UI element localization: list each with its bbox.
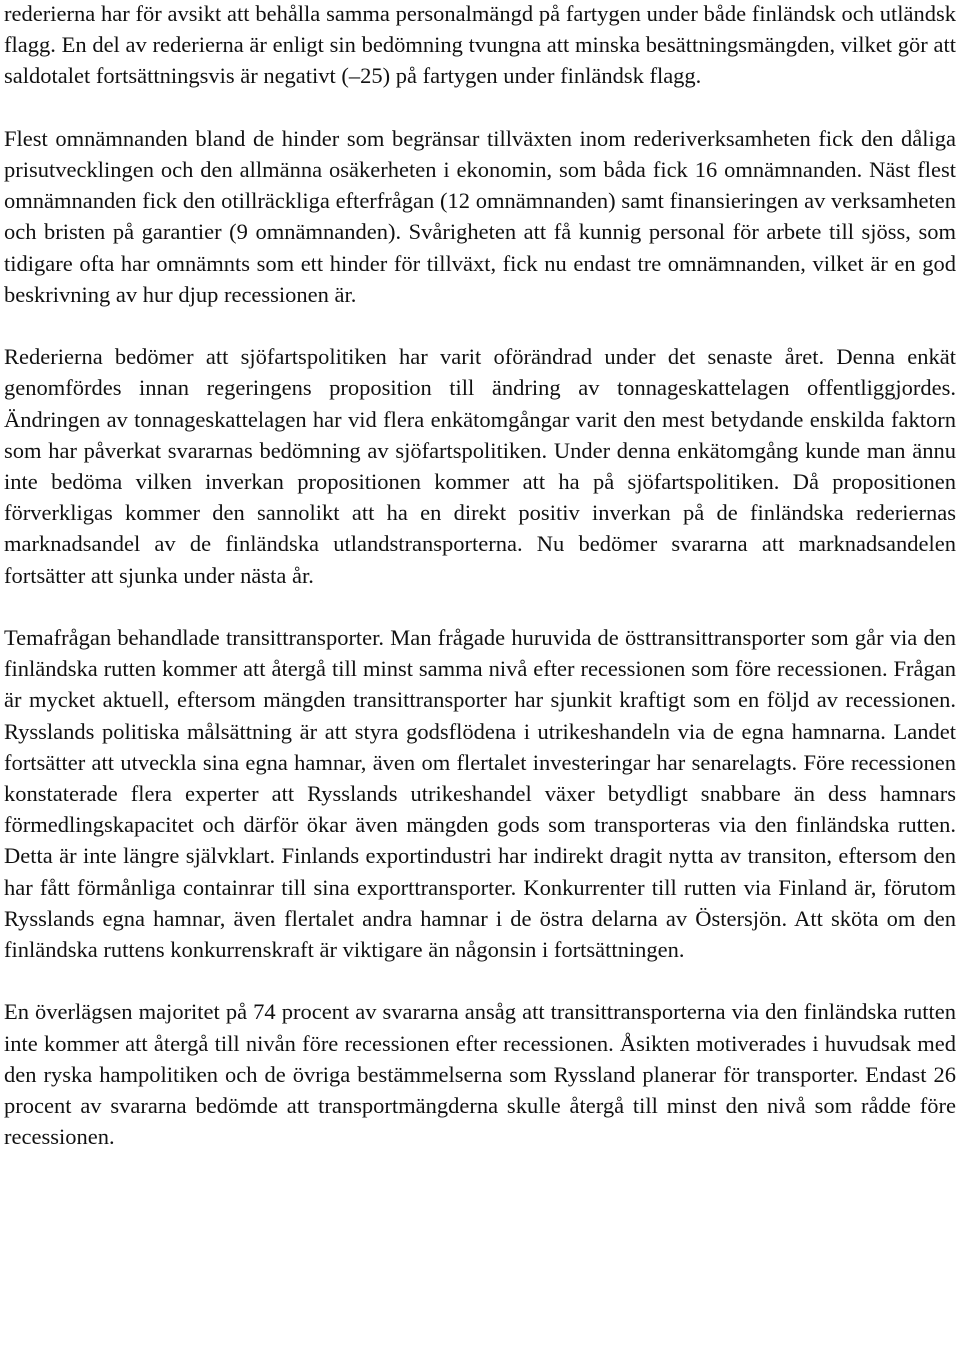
paragraph-maritime-policy: Rederierna bedömer att sjöfartspolitiken har varit oförändrad under det senaste året. Denna enkät genomfördes innan regeringens proposition till ändring av tonnageskattelagen offentliggjordes. Ändringen av tonnageskattelagen har vid flera enkätomgångar varit den mest betydande enskilda faktorn som har påverkat svararnas bedömning av sjöfartspolitiken. Under denna enkätomgång kunde man ännu inte bedöma vilken inverkan propositionen kommer att ha på sjöfartspolitiken. Då propositionen förverkligas kommer den sannolikt att ha en direkt positiv inverkan på de finländska rederiernas marknadsandel av de finländska utlandstransporterna. Nu bedömer svararna att marknadsandelen fortsätter att sjunka under nästa år. bbox=[4, 344, 956, 588]
paragraph-transit-theme: Temafrågan behandlade transittransporter. Man frågade huruvida de östtransittransporter som går via den finländska rutten kommer att återgå till minst samma nivå efter recessionen som före recessionen. Frågan är mycket aktuell, eftersom mängden transittransporter har sjunkit kraftigt som en följd av recessionen. Rysslands politiska målsättning är att styra godsflödena i utrikeshandeln via de egna hamnarna. Landet fortsätter att utveckla sina egna hamnar, även om flertalet investeringar har senarelagts. Före recessionen konstaterade flera experter att Rysslands utrikeshandel växer betydligt snabbare än dess hamnars förmedlingskapacitet och därför ökar även mängden gods som transporteras via den finländska rutten. Detta är inte längre självklart. Finlands exportindustri har indirekt dragit nytta av transiton, eftersom den har fått förmånliga containrar till sina exporttransporter. Konkurrenter till rutten via Finland är, förutom Rysslands egna hamnar, även flertalet andra hamnar i de östra delarna av Östersjön. Att sköta om den finländska ruttens konkurrenskraft är viktigare än någonsin i fortsättningen. bbox=[4, 625, 956, 963]
paragraph-transit-results: En överlägsen majoritet på 74 procent av svararna ansåg att transittransporterna via den finländska rutten inte kommer att återgå till nivån före recessionen efter recessionen. Åsikten motiverades i huvudsak med den ryska hampolitiken och de övriga bestämmelserna som Ryssland planerar för transporter. Endast 26 procent av svararna bedömde att transportmängderna skulle återgå till minst den nivå som rådde före recessionen. bbox=[4, 999, 956, 1150]
paragraph-growth-obstacles: Flest omnämnanden bland de hinder som begränsar tillväxten inom rederiverksamheten fick den dåliga prisutvecklingen och den allmänna osäkerheten i ekonomin, som båda fick 16 omnämnanden. Näst flest omnämnanden fick den otillräckliga efterfrågan (12 omnämnanden) samt finansieringen av verksamheten och bristen på garantier (9 omnämnanden). Svårigheten att få kunnig personal för arbete till sjöss, som tidigare ofta har omnämnts som ett hinder för tillväxt, fick nu endast tre omnämnanden, vilket är en god beskrivning av hur djup recessionen är. bbox=[4, 125, 956, 307]
paragraph-crew-size: rederierna har för avsikt att behålla samma personalmängd på fartygen under både finländsk och utländsk flagg. En del av rederierna är enligt sin bedömning tvungna att minska besättningsmängden, vilket gör att saldotalet fortsättningsvis är negativt (–25) på fartygen under finländsk flagg. bbox=[4, 1, 956, 89]
